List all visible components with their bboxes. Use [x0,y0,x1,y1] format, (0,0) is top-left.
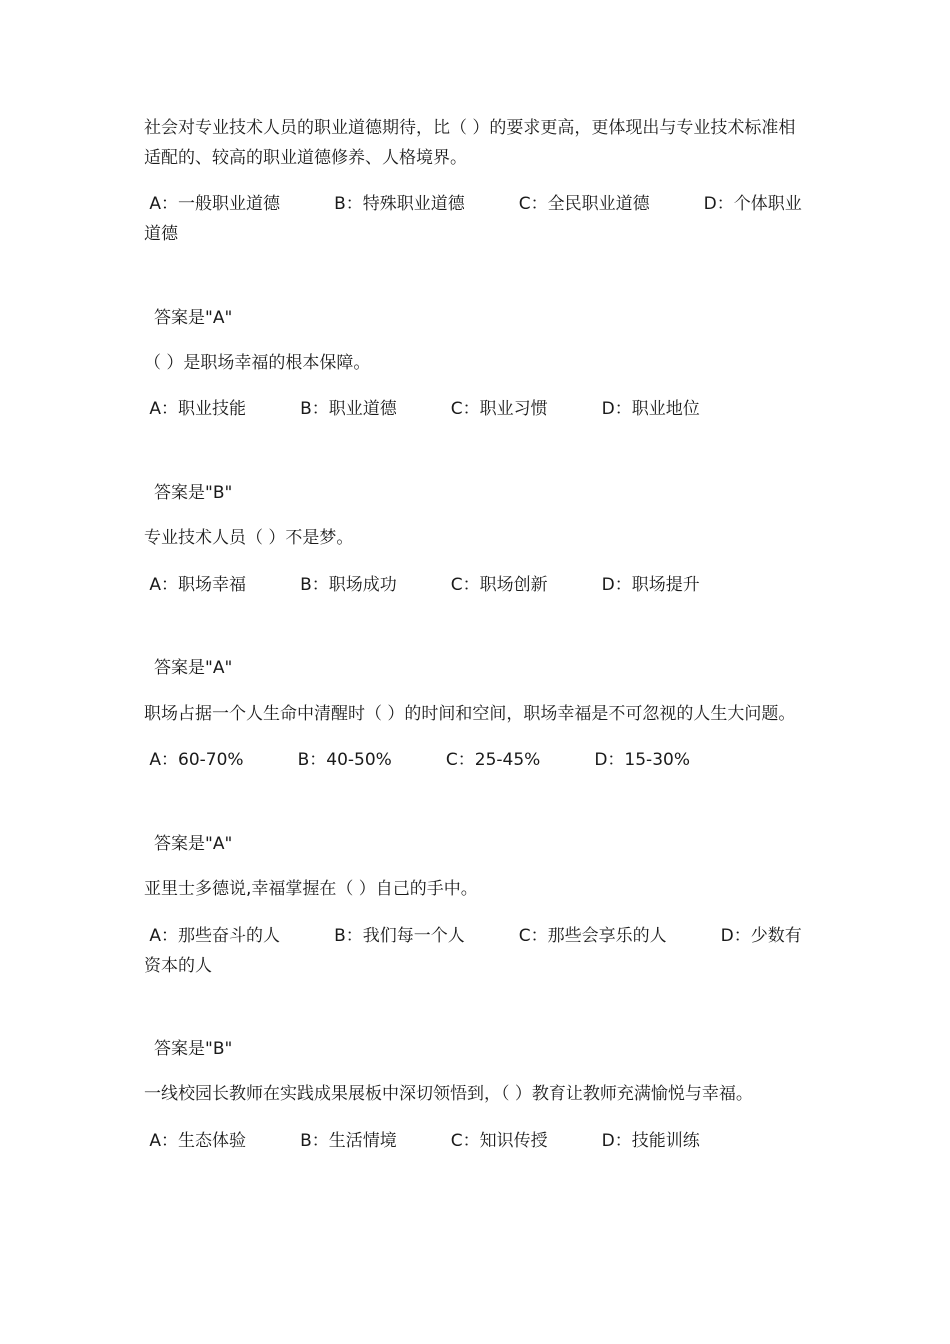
question-5-text: 亚里士多德说,幸福掌握在（ ）自己的手中。 [144,879,478,899]
question-2-text: （ ）是职场幸福的根本保障。 [144,353,371,373]
question-3-options: A：职场幸福 B：职场成功 C：职场创新 D：职场提升 [144,575,700,595]
question-1-answer: 答案是"A" [154,308,233,328]
question-3-text: 专业技术人员（ ）不是梦。 [144,528,354,548]
question-6-text: 一线校园长教师在实践成果展板中深切领悟到，（ ）教育让教师充满愉悦与幸福。 [144,1084,753,1104]
question-6-options: A：生态体验 B：生活情境 C：知识传授 D：技能训练 [144,1131,700,1151]
question-4-answer: 答案是"A" [154,834,233,854]
question-5-options: A：那些奋斗的人 B：我们每一个人 C：那些会享乐的人 D：少数有资本的人 [144,926,802,976]
question-5-answer: 答案是"B" [154,1039,233,1059]
question-4-text: 职场占据一个人生命中清醒时（ ）的时间和空间，职场幸福是不可忽视的人生大问题。 [144,704,796,724]
question-3-answer: 答案是"A" [154,658,233,678]
question-2-options: A：职业技能 B：职业道德 C：职业习惯 D：职业地位 [144,399,700,419]
question-1-text: 社会对专业技术人员的职业道德期待，比（ ）的要求更高，更体现出与专业技术标准相适配的、较高的职业道德修养、人格境界。 [144,118,796,168]
question-1-options: A：一般职业道德 B：特殊职业道德 C：全民职业道德 D：个体职业道德 [144,194,802,244]
question-2-answer: 答案是"B" [154,483,233,503]
question-4-options: A：60-70% B：40-50% C：25-45% D：15-30% [144,750,690,770]
